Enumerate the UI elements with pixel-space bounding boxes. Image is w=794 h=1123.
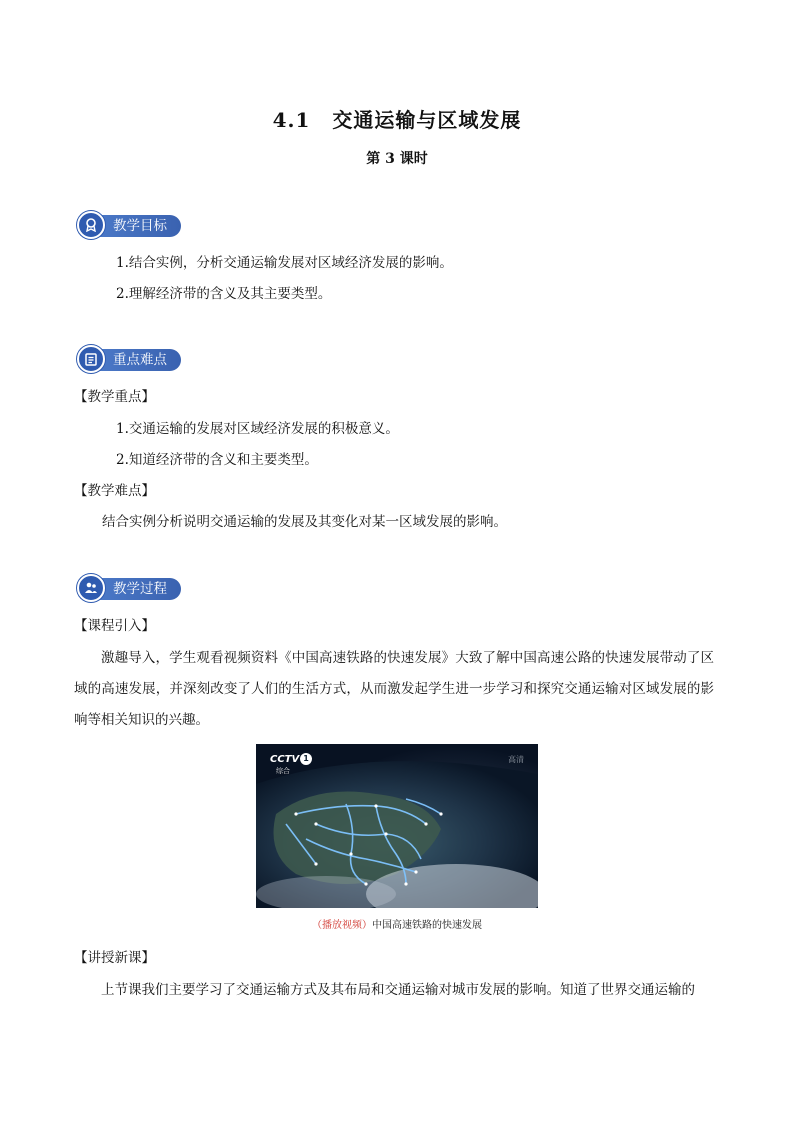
channel-number: 1 — [300, 753, 312, 765]
lesson-period: 第 3 课时 — [366, 151, 428, 167]
intro-heading: 【课程引入】 — [74, 618, 155, 634]
process-label: 教学过程 — [95, 578, 181, 600]
caption-title: 中国高速铁路的快速发展 — [372, 920, 482, 931]
focus-heading: 【教学重点】 — [74, 389, 155, 405]
people-icon — [77, 574, 105, 602]
goal-item-2: 2.理解经济带的含义及其主要类型。 — [116, 286, 332, 302]
hd-badge: 高清 — [508, 755, 524, 764]
section-number: 4.1 — [272, 108, 311, 132]
difficulty-text: 结合实例分析说明交通运输的发展及其变化对某一区域发展的影响。 — [102, 514, 507, 530]
difficulty-heading: 【教学难点】 — [74, 483, 155, 499]
award-icon — [77, 211, 105, 239]
cctv-logo: CCTV — [270, 754, 300, 765]
keypoints-banner — [77, 345, 187, 373]
focus-item-2: 2.知道经济带的含义和主要类型。 — [116, 452, 318, 468]
goals-banner — [77, 211, 187, 239]
china-railway-map-graphic — [256, 744, 538, 908]
new-lesson-heading: 【讲授新课】 — [74, 950, 155, 966]
video-thumbnail[interactable] — [256, 744, 538, 908]
keypoints-label: 重点难点 — [95, 349, 181, 371]
caption-play-video: （播放视频） — [312, 920, 372, 931]
new-lesson-paragraph: 上节课我们主要学习了交通运输方式及其布局和交通运输对城市发展的影响。知道了世界交通运输的 — [101, 982, 695, 998]
intro-paragraph: 激趣导入，学生观看视频资料《中国高速铁路的快速发展》大致了解中国高速公路的快速发展带动了区域的高速发展，并深刻改变了人们的生活方式，从而激发起学生进一步学习和探究交通运输对区域发展的影响等相关知识的兴趣。 — [74, 650, 714, 728]
goals-label: 教学目标 — [95, 215, 181, 237]
video-caption — [0, 916, 794, 931]
goal-item-1: 1.结合实例，分析交通运输发展对区域经济发展的影响。 — [116, 255, 453, 271]
focus-item-1: 1.交通运输的发展对区域经济发展的积极意义。 — [116, 421, 399, 437]
process-banner — [77, 574, 187, 602]
clipboard-icon — [77, 345, 105, 373]
channel-sub: 综合 — [276, 767, 290, 775]
title-text: 交通运输与区域发展 — [332, 108, 522, 132]
page-title — [0, 104, 794, 133]
